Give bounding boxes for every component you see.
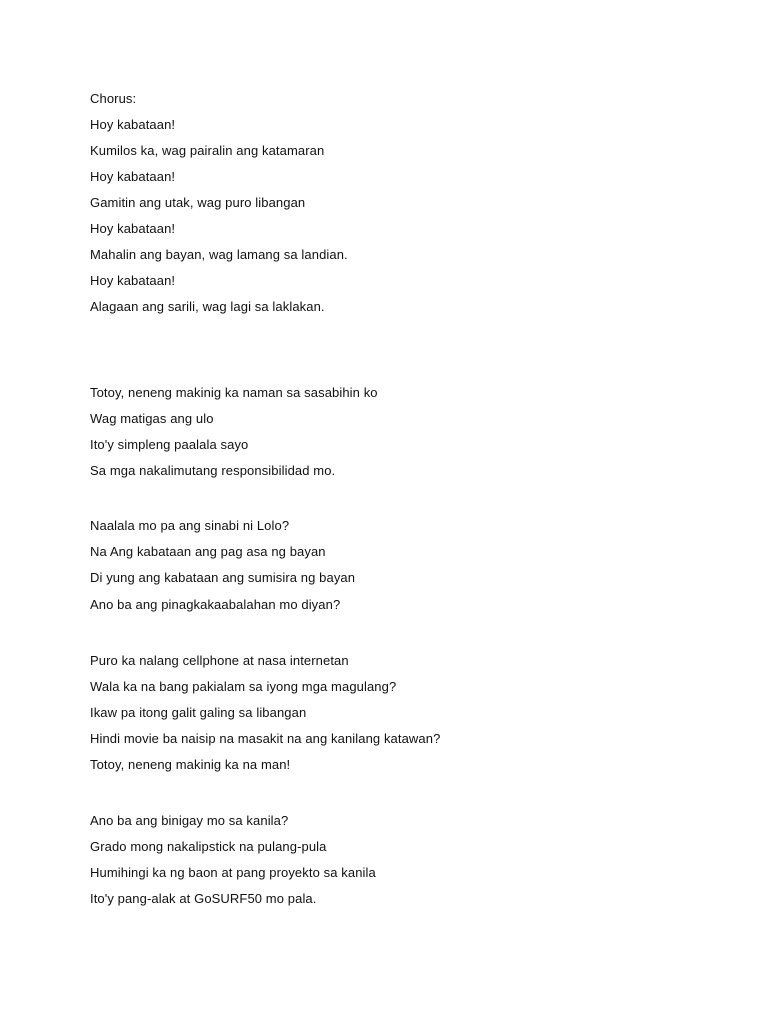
chorus-line: Hoy kabataan! [90, 221, 176, 236]
verse-line: Humihingi ka ng baon at pang proyekto sa kanila [90, 865, 376, 880]
verse-line: Ano ba ang pinagkakaabalahan mo diyan? [90, 597, 341, 612]
chorus-line: Hoy kabataan! [90, 117, 176, 132]
verse-line: Grado mong nakalipstick na pulang-pula [90, 839, 327, 854]
verse-line: Puro ka nalang cellphone at nasa internetan [90, 653, 349, 668]
chorus-line: Hoy kabataan! [90, 169, 176, 184]
chorus-line: Mahalin ang bayan, wag lamang sa landian. [90, 247, 348, 262]
chorus-heading: Chorus: [90, 91, 137, 106]
verse-line: Naalala mo pa ang sinabi ni Lolo? [90, 518, 290, 533]
verse-line: Totoy, neneng makinig ka na man! [90, 757, 291, 772]
chorus-line: Hoy kabataan! [90, 273, 176, 288]
chorus-line: Kumilos ka, wag pairalin ang katamaran [90, 143, 325, 158]
chorus-line: Alagaan ang sarili, wag lagi sa laklakan. [90, 299, 325, 314]
verse-line: Na Ang kabataan ang pag asa ng bayan [90, 544, 326, 559]
verse-line: Ano ba ang binigay mo sa kanila? [90, 813, 289, 828]
verse-line: Sa mga nakalimutang responsibilidad mo. [90, 463, 336, 478]
verse-line: Hindi movie ba naisip na masakit na ang kanilang katawan? [90, 731, 441, 746]
chorus-line: Gamitin ang utak, wag puro libangan [90, 195, 306, 210]
verse-line: Wag matigas ang ulo [90, 411, 214, 426]
verse-line: Wala ka na bang pakialam sa iyong mga magulang? [90, 679, 397, 694]
verse-line: Totoy, neneng makinig ka naman sa sasabihin ko [90, 385, 378, 400]
verse-line: Ito'y pang-alak at GoSURF50 mo pala. [90, 891, 317, 906]
verse-line: Ikaw pa itong galit galing sa libangan [90, 705, 307, 720]
verse-line: Ito'y simpleng paalala sayo [90, 437, 249, 452]
verse-line: Di yung ang kabataan ang sumisira ng bayan [90, 570, 356, 585]
